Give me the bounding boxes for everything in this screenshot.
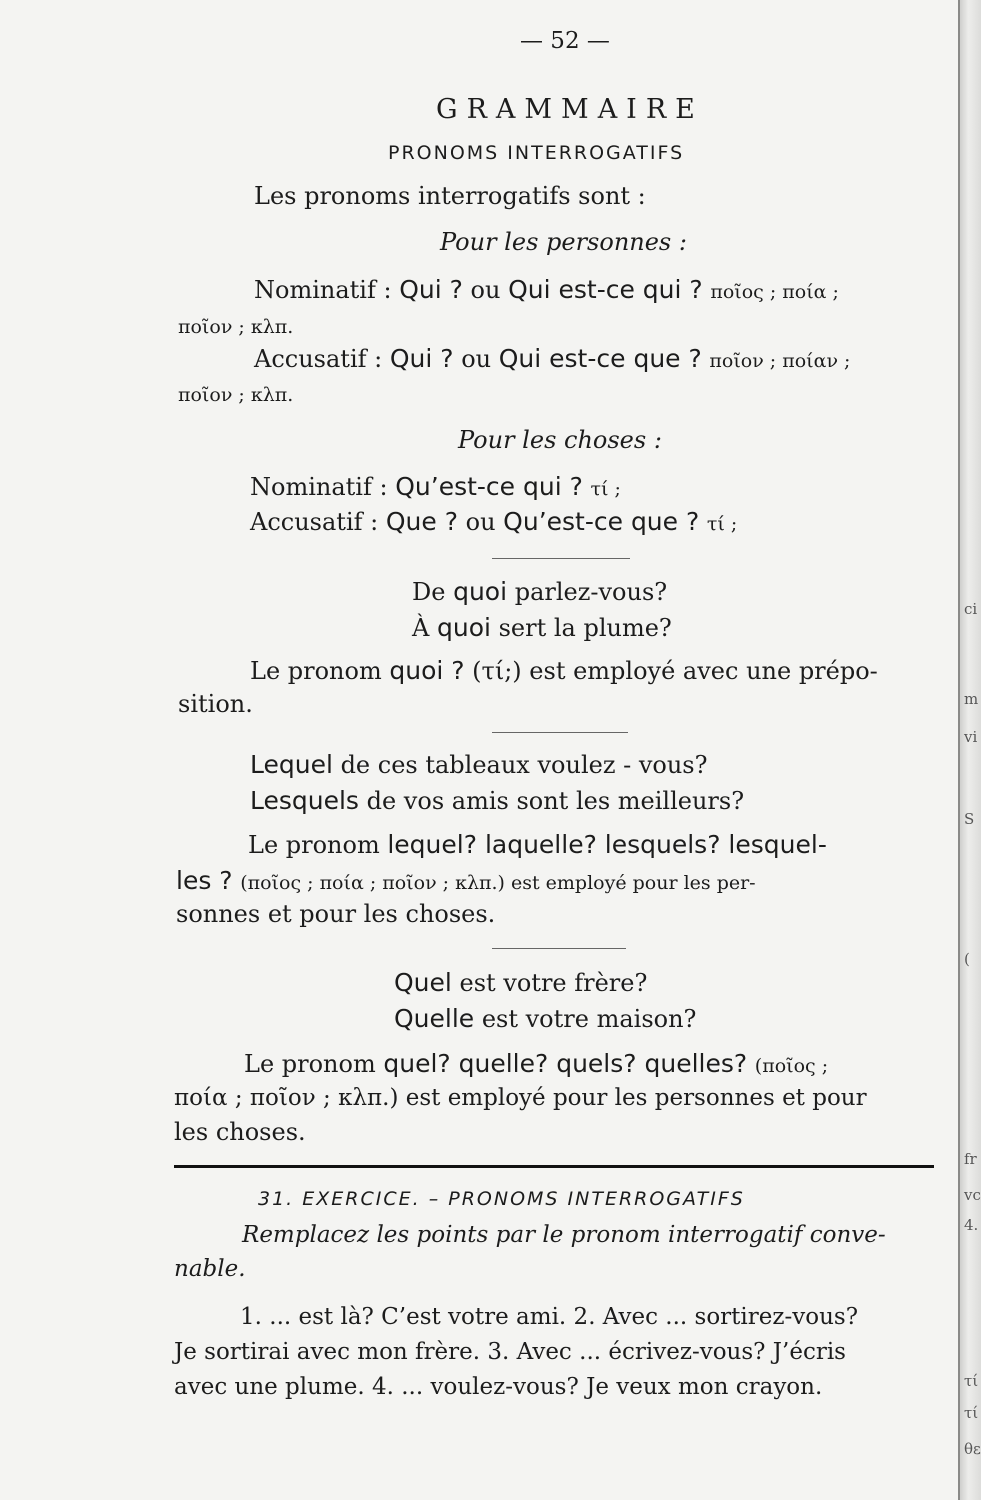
things-nominative-line [250, 472, 621, 501]
rule-text: (ποῖος ; [754, 1055, 829, 1077]
exercise-instruction: nable. [174, 1256, 246, 1282]
adjacent-page-edge [958, 0, 981, 1500]
margin-fragment: τί [964, 1372, 979, 1390]
persons-accusative-line [254, 344, 850, 373]
example-line [394, 1004, 696, 1033]
pronoun: Qu’est-ce qui ? [395, 472, 583, 501]
example-text: De [412, 578, 446, 606]
example-text: est votre maison? [481, 1005, 697, 1033]
intro-text: Les pronoms interrogatifs sont : [254, 182, 646, 210]
things-accusative-line [250, 507, 737, 536]
pronoun: Lequel [250, 750, 333, 779]
margin-fragment: fr [964, 1150, 977, 1168]
margin-fragment: τί [964, 1404, 979, 1422]
greek-equivalent: τί ; [590, 478, 621, 500]
rule-line [244, 1049, 828, 1078]
example-text: de vos amis sont les meilleurs? [366, 787, 745, 815]
example-text: de ces tableaux voulez - vous? [340, 751, 708, 779]
pronoun: quel? quelle? quels? quelles? [383, 1049, 748, 1078]
exercise-instruction: Remplacez les points par le pronom interrogatif conve- [242, 1222, 886, 1248]
greek-equivalent: τί ; [706, 513, 738, 535]
greek-equivalent: ποῖος ; ποία ; [710, 281, 839, 303]
pronoun: Qui ? [399, 275, 463, 304]
rule-continuation: sonnes et pour les choses. [176, 900, 496, 928]
divider [492, 948, 626, 949]
rule-text: (τί;) est employé avec une prépo- [472, 657, 878, 685]
example-line [394, 968, 647, 997]
margin-fragment: vi [964, 728, 978, 746]
example-line [250, 750, 707, 779]
pronoun: Qui est-ce que ? [498, 344, 702, 373]
case-label: Accusatif : [254, 345, 383, 373]
conjunction: ou [461, 345, 492, 373]
rule-text: (ποῖος ; ποία ; ποῖον ; κλπ.) est employé pour les per- [240, 872, 756, 894]
example-text: parlez-vous? [514, 578, 668, 606]
example-text: est votre frère? [459, 969, 648, 997]
exercise-title: 31. EXERCICE. – PRONOMS INTERROGATIFS [258, 1188, 745, 1210]
section-separator [174, 1165, 934, 1168]
exercise-line: 1. ... est là? C’est votre ami. 2. Avec ... sortirez-vous? [240, 1304, 859, 1330]
greek-continuation: ποῖον ; κλπ. [178, 384, 294, 406]
margin-fragment: S [964, 810, 975, 828]
pronoun: Lesquels [250, 786, 359, 815]
rule-line [248, 830, 827, 859]
example-line [250, 786, 744, 815]
margin-fragment: ci [964, 600, 978, 618]
case-label: Nominatif : [254, 276, 392, 304]
conjunction: ou [470, 276, 501, 304]
case-label: Nominatif : [250, 473, 388, 501]
rule-continuation: sition. [178, 690, 253, 718]
conjunction: ou [465, 508, 496, 536]
divider [492, 732, 628, 733]
margin-fragment: ( [964, 950, 970, 968]
page-title: GRAMMAIRE [436, 94, 704, 125]
pronoun: lequel? laquelle? lesquels? lesquel- [387, 830, 827, 859]
rule-continuation: les choses. [174, 1118, 306, 1146]
pronoun: Qu’est-ce que ? [503, 507, 700, 536]
margin-fragment: m [964, 690, 979, 708]
pronoun: quoi [436, 613, 491, 642]
margin-fragment: vc [964, 1186, 981, 1204]
rule-text: Le pronom [250, 657, 382, 685]
persons-heading: Pour les personnes : [440, 228, 687, 256]
pronoun: quoi ? [389, 656, 465, 685]
rule-continuation [176, 866, 756, 895]
pronoun: Quelle [394, 1004, 475, 1033]
case-label: Accusatif : [250, 508, 379, 536]
section-subtitle: PRONOMS INTERROGATIFS [388, 142, 685, 164]
things-heading: Pour les choses : [458, 426, 662, 454]
margin-fragment: 4. [964, 1216, 979, 1234]
rule-line [250, 656, 878, 685]
pronoun: Qui est-ce qui ? [508, 275, 703, 304]
example-text: À [412, 614, 430, 642]
greek-continuation: ποῖον ; κλπ. [178, 316, 294, 338]
example-line [412, 613, 672, 642]
example-text: sert la plume? [498, 614, 672, 642]
page-number: — 52 — [520, 28, 610, 54]
rule-continuation: ποία ; ποῖον ; κλπ.) est employé pour les personnes et pour [174, 1085, 867, 1111]
exercise-line: avec une plume. 4. ... voulez-vous? Je veux mon crayon. [174, 1374, 823, 1400]
rule-text: Le pronom [248, 831, 380, 859]
divider [492, 558, 630, 559]
pronoun: Qui ? [389, 344, 454, 373]
pronoun: quoi [453, 577, 508, 606]
pronoun: Quel [394, 968, 452, 997]
rule-text: Le pronom [244, 1050, 376, 1078]
example-line [412, 577, 667, 606]
persons-nominative-line [254, 275, 839, 304]
exercise-line: Je sortirai avec mon frère. 3. Avec ... écrivez-vous? J’écris [174, 1339, 846, 1365]
pronoun: les ? [176, 866, 233, 895]
greek-equivalent: ποῖον ; ποίαν ; [709, 350, 851, 372]
pronoun: Que ? [385, 507, 458, 536]
margin-fragment: θε [964, 1440, 981, 1458]
